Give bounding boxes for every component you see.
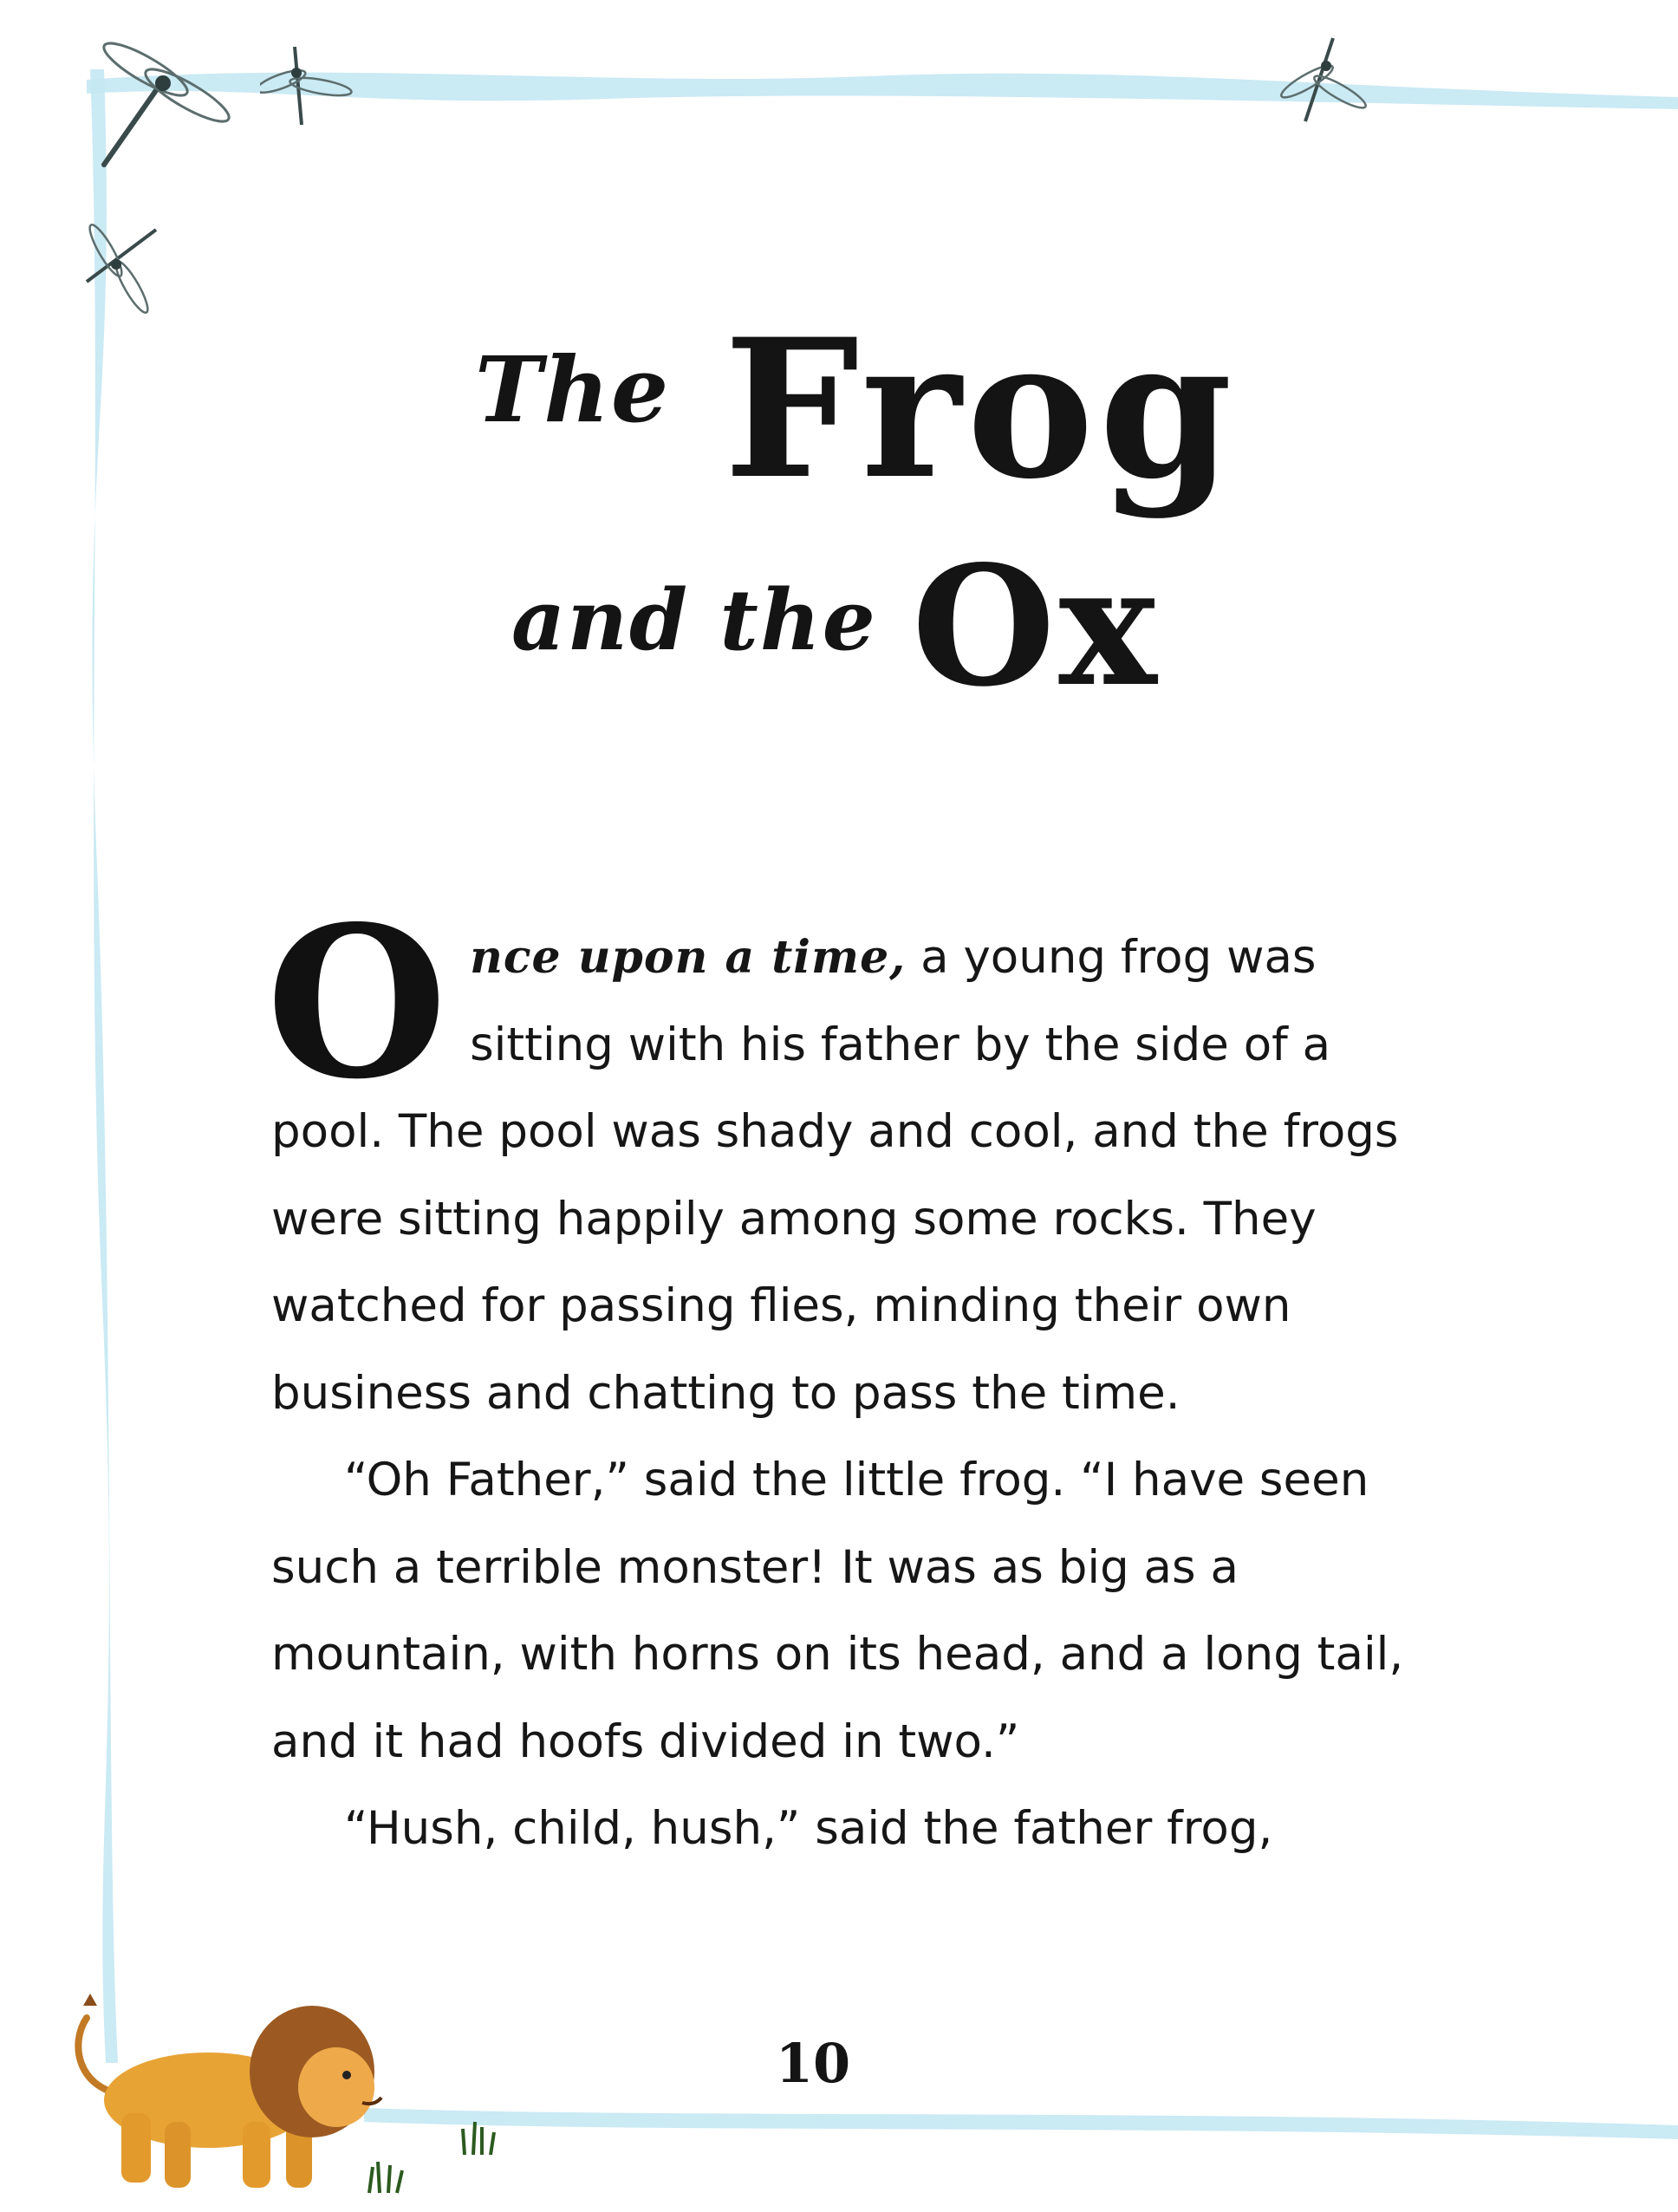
dragonfly-icon [61, 212, 165, 316]
paragraph-3: “Hush, child, hush,” said the father frog, [344, 1802, 1273, 1855]
page-number: 10 [775, 2032, 851, 2095]
title-frog: Frog [724, 296, 1238, 521]
paragraph-2: “Oh Father,” said the little frog. “I have seen such a terrible monster! It was as big as a mountain, with horns on its head, and a long tail, and it had hoofs divided in two.” [271, 1454, 1404, 1768]
title-the: The [475, 336, 671, 443]
paragraph-1 [266, 881, 1415, 1437]
title-ox: Ox [912, 530, 1161, 723]
paragraph-1-text: a young frog was sitting with his father by the side of a pool. The pool was shady and cool, and the frogs were sitting happily among some rocks. They watched for passing flies, minding their own business and chatting to pass the time. [271, 931, 1399, 1420]
dragonfly-icon [1272, 31, 1368, 127]
story-body [266, 881, 1415, 1873]
title-and-the: and the [511, 571, 877, 669]
grass-tuft-icon [459, 2118, 498, 2158]
dragonfly-icon [260, 38, 355, 133]
lead-in-phrase: nce upon a time, [470, 931, 907, 984]
drop-cap: O [266, 881, 448, 1125]
dragonfly-icon [85, 35, 232, 182]
grass-tuft-icon [364, 2158, 407, 2196]
